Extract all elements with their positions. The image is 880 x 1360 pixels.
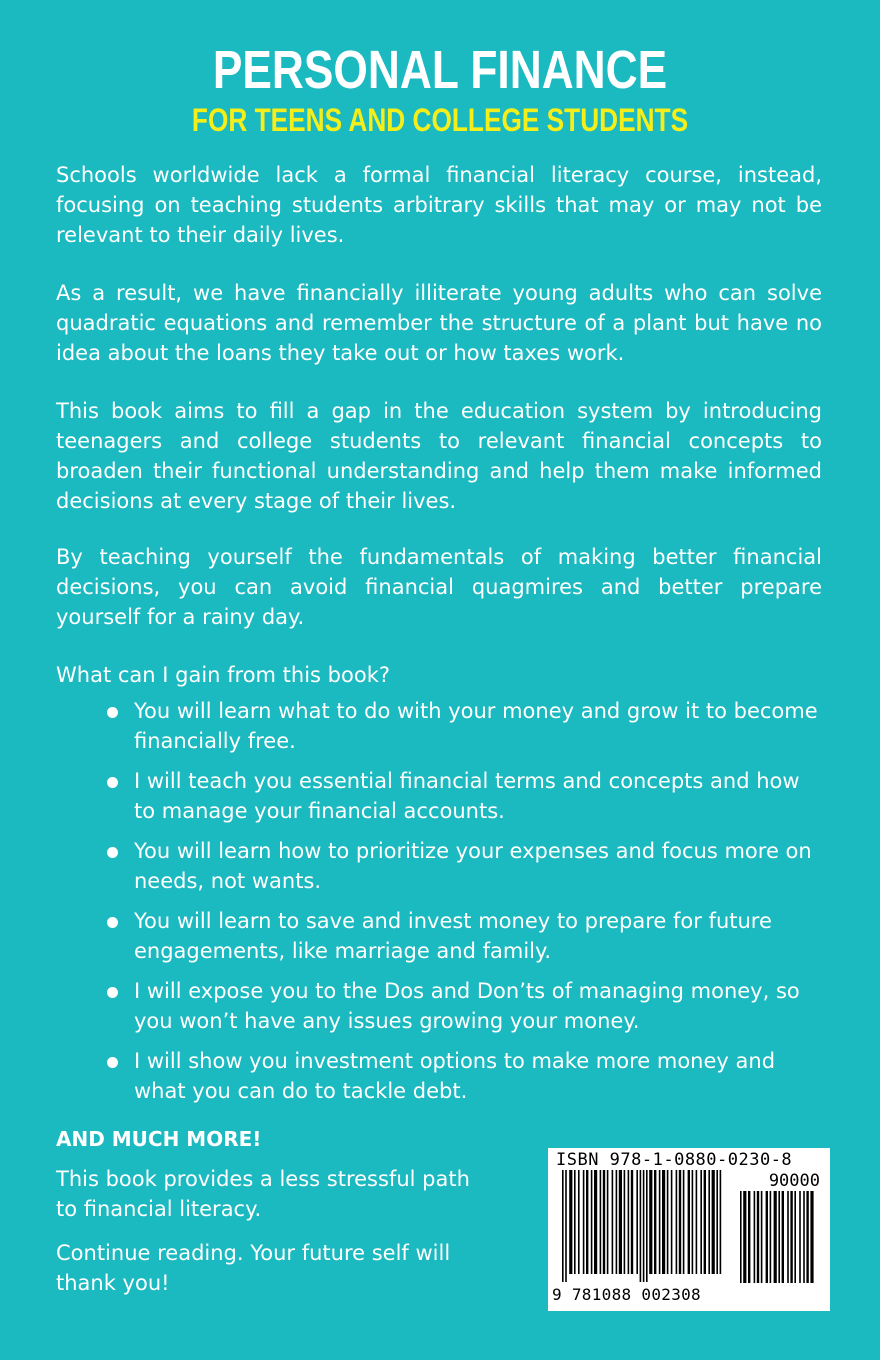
price-addon-number: 90000 <box>768 1171 820 1191</box>
paragraph-2: As a result, we have financially illiterate young adults who can solve quadratic equations and remember the structure of a plant but have no idea about the loans they take out or how taxes work. <box>56 281 822 365</box>
barcode-bars-icon <box>562 1170 732 1282</box>
list-item: You will learn to save and invest money to prepare for future engagements, like marriage and family. <box>100 906 820 966</box>
benefits-list <box>100 696 820 1116</box>
isbn-number: ISBN 978-1-0880-0230-8 <box>556 1150 793 1170</box>
list-item: You will learn how to prioritize your expenses and focus more on needs, not wants. <box>100 836 820 896</box>
barcode-digits: 9 781088 002308 <box>552 1285 701 1304</box>
list-item: I will expose you to the Dos and Don’ts of managing money, so you won’t have any issues growing your money. <box>100 976 820 1036</box>
closing-paragraph-1: This book provides a less stressful path to financial literacy. <box>56 1167 470 1221</box>
closing-paragraph-2: Continue reading. Your future self will thank you! <box>56 1241 451 1295</box>
paragraph-3: This book aims to fill a gap in the education system by introducing teenagers and college students to relevant financial concepts to broaden their functional understanding and help them make informed decisions at every stage of their lives. <box>56 399 822 513</box>
list-item: I will teach you essential financial terms and concepts and how to manage your financial accounts. <box>100 766 820 826</box>
book-subtitle: FOR TEENS AND COLLEGE STUDENTS <box>191 102 689 138</box>
paragraph-1: Schools worldwide lack a formal financial literacy course, instead, focusing on teaching students arbitrary skills that may or may not be relevant to their daily lives. <box>56 163 822 247</box>
book-title: PERSONAL FINANCE <box>212 40 668 100</box>
addon-barcode-bars-icon <box>740 1191 818 1283</box>
list-item: I will show you investment options to make more money and what you can do to tackle debt. <box>100 1046 820 1106</box>
benefits-heading: What can I gain from this book? <box>56 663 391 687</box>
paragraph-4: By teaching yourself the fundamentals of making better financial decisions, you can avoid financial quagmires and better prepare yourself for a rainy day. <box>56 545 822 629</box>
isbn-barcode <box>548 1148 830 1311</box>
list-item: You will learn what to do with your money and grow it to become financially free. <box>100 696 820 756</box>
much-more-text: AND MUCH MORE! <box>56 1127 262 1151</box>
